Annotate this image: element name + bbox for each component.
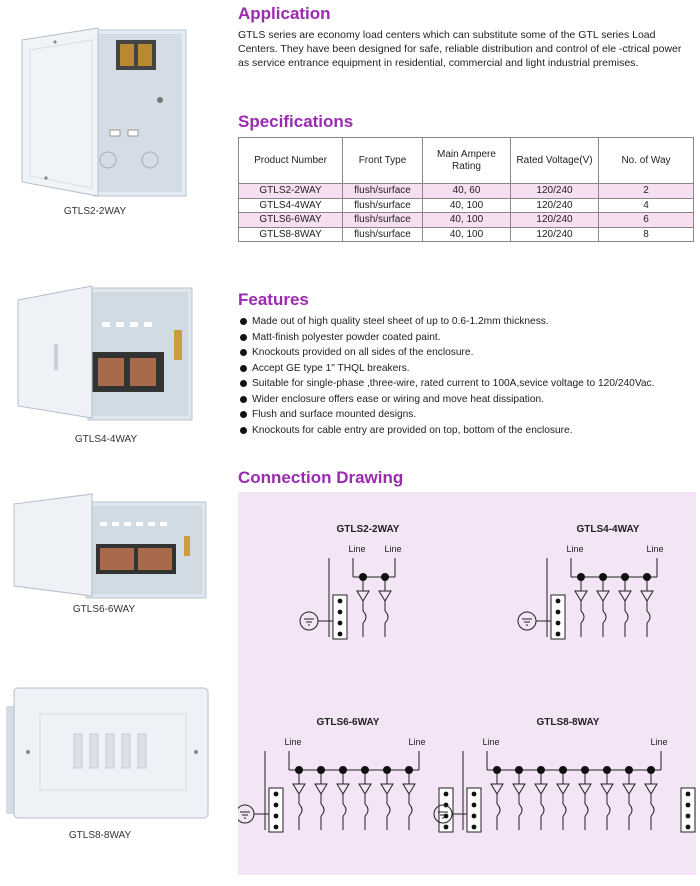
neutral-terminal <box>338 621 343 626</box>
table-cell: 8 <box>599 227 694 242</box>
neutral-terminal <box>338 610 343 615</box>
bus-terminal <box>581 766 589 774</box>
line-label: Line <box>384 544 402 554</box>
breaker-symbol <box>579 784 591 794</box>
feature-item: Flush and surface mounted designs. <box>238 407 696 423</box>
line-label: Line <box>650 737 668 747</box>
table-cell: 120/240 <box>511 184 599 199</box>
product-image-gtls8 <box>0 680 230 850</box>
feature-item: Wider enclosure offers ease or wiring and move heat dissipation. <box>238 392 696 408</box>
product-caption: GTLS6-6WAY <box>72 604 136 615</box>
product-gtls8 <box>0 680 230 860</box>
product-gtls4 <box>0 270 230 450</box>
bus-terminal <box>317 766 325 774</box>
table-header-row <box>239 138 694 184</box>
table-cell: GTLS6-6WAY <box>239 213 343 228</box>
product-gtls2 <box>0 0 230 230</box>
neutral-terminal <box>472 792 477 797</box>
product-gtls6 <box>0 480 230 630</box>
column-header: No. of Way <box>599 138 694 184</box>
feature-item: Matt-finish polyester powder coated paint. <box>238 330 696 346</box>
breaker-symbol <box>293 784 305 794</box>
table-cell: 40, 100 <box>423 213 511 228</box>
breaker-contact <box>607 804 610 816</box>
neutral-terminal <box>556 599 561 604</box>
breaker-symbol <box>357 591 369 601</box>
connection-drawing <box>238 492 696 875</box>
diagram-title: GTLS2-2WAY <box>336 524 400 535</box>
breaker-contact <box>409 804 412 816</box>
table-cell: 40, 100 <box>423 227 511 242</box>
breaker-symbol <box>619 591 631 601</box>
breaker-contact <box>625 611 628 623</box>
breaker-symbol <box>601 784 613 794</box>
bus-terminal <box>359 573 367 581</box>
breaker-symbol <box>641 591 653 601</box>
breaker-contact <box>321 804 324 816</box>
breaker-symbol <box>315 784 327 794</box>
table-row <box>239 184 694 199</box>
breaker-contact <box>343 804 346 816</box>
product-caption: GTLS4-4WAY <box>74 434 138 445</box>
column-header: Main Ampere Rating <box>423 138 511 184</box>
table-cell: GTLS2-2WAY <box>239 184 343 199</box>
table-cell: 40, 100 <box>423 198 511 213</box>
breaker-contact <box>651 804 654 816</box>
breaker-symbol <box>359 784 371 794</box>
bus-terminal <box>515 766 523 774</box>
breaker-contact <box>541 804 544 816</box>
product-image-gtls2 <box>0 0 230 215</box>
neutral-terminal <box>444 825 449 830</box>
neutral-terminal <box>686 803 691 808</box>
ground-symbol <box>238 805 254 823</box>
application-text: GTLS series are economy load centers which can substitute some of the GTL series Load Centers. They have been designed for safe, reliable distribution and control of ele -ctrical power as service entrance equipment in residential, commercial and light industrial premises. <box>238 29 682 69</box>
table-row <box>239 213 694 228</box>
table-cell: 120/240 <box>511 213 599 228</box>
product-caption: GTLS8-8WAY <box>68 830 132 841</box>
breaker-contact <box>603 611 606 623</box>
table-row <box>239 198 694 213</box>
line-label: Line <box>348 544 366 554</box>
diagram-title: GTLS4-4WAY <box>576 524 640 535</box>
neutral-terminal <box>444 792 449 797</box>
diagram-title: GTLS6-6WAY <box>316 717 380 728</box>
breaker-contact <box>519 804 522 816</box>
breaker-symbol <box>491 784 503 794</box>
breaker-contact <box>585 804 588 816</box>
table-cell: 4 <box>599 198 694 213</box>
bus-terminal <box>383 766 391 774</box>
neutral-terminal <box>274 803 279 808</box>
line-label: Line <box>566 544 584 554</box>
neutral-terminal <box>274 825 279 830</box>
breaker-symbol <box>597 591 609 601</box>
feature-item: Made out of high quality steel sheet of up to 0.6-1.2mm thickness. <box>238 314 696 330</box>
bus-terminal <box>625 766 633 774</box>
breaker-contact <box>385 611 388 623</box>
breaker-symbol <box>513 784 525 794</box>
bus-terminal <box>339 766 347 774</box>
bus-terminal <box>295 766 303 774</box>
neutral-terminal <box>686 792 691 797</box>
breaker-contact <box>387 804 390 816</box>
neutral-terminal <box>686 825 691 830</box>
ground-symbol <box>518 612 536 630</box>
bus-terminal <box>647 766 655 774</box>
features-heading: Features <box>238 290 309 309</box>
features-list <box>238 314 696 438</box>
neutral-terminal <box>274 792 279 797</box>
breaker-symbol <box>535 784 547 794</box>
ground-symbol <box>300 612 318 630</box>
feature-item: Knockouts provided on all sides of the enclosure. <box>238 345 696 361</box>
table-cell: flush/surface <box>343 213 423 228</box>
breaker-contact <box>299 804 302 816</box>
table-cell: GTLS4-4WAY <box>239 198 343 213</box>
product-image-gtls4 <box>0 270 230 430</box>
column-header: Product Number <box>239 138 343 184</box>
product-caption: GTLS2-2WAY <box>63 206 127 217</box>
breaker-contact <box>363 611 366 623</box>
column-header: Rated Voltage(V) <box>511 138 599 184</box>
line-label: Line <box>408 737 426 747</box>
table-cell: flush/surface <box>343 227 423 242</box>
neutral-terminal <box>444 814 449 819</box>
breaker-contact <box>581 611 584 623</box>
bus-terminal <box>577 573 585 581</box>
breaker-symbol <box>623 784 635 794</box>
breaker-symbol <box>381 784 393 794</box>
specifications-table <box>238 137 694 242</box>
bus-terminal <box>381 573 389 581</box>
table-cell: 6 <box>599 213 694 228</box>
breaker-symbol <box>403 784 415 794</box>
neutral-terminal <box>556 610 561 615</box>
neutral-terminal <box>472 814 477 819</box>
table-cell: 120/240 <box>511 227 599 242</box>
breaker-symbol <box>575 591 587 601</box>
table-cell: 40, 60 <box>423 184 511 199</box>
line-label: Line <box>482 737 500 747</box>
table-row <box>239 227 694 242</box>
breaker-symbol <box>379 591 391 601</box>
neutral-terminal <box>338 599 343 604</box>
neutral-terminal <box>556 621 561 626</box>
neutral-terminal <box>338 632 343 637</box>
bus-terminal <box>537 766 545 774</box>
breaker-contact <box>647 611 650 623</box>
neutral-terminal <box>274 814 279 819</box>
neutral-terminal <box>686 814 691 819</box>
feature-item: Accept GE type 1" THQL breakers. <box>238 361 696 377</box>
bus-terminal <box>643 573 651 581</box>
breaker-contact <box>497 804 500 816</box>
connection-heading: Connection Drawing <box>238 468 404 487</box>
wiring-diagrams <box>238 492 696 875</box>
neutral-terminal <box>472 825 477 830</box>
column-header: Front Type <box>343 138 423 184</box>
product-image-gtls6 <box>0 480 230 605</box>
breaker-symbol <box>337 784 349 794</box>
neutral-terminal <box>472 803 477 808</box>
breaker-contact <box>629 804 632 816</box>
bus-terminal <box>603 766 611 774</box>
neutral-terminal <box>556 632 561 637</box>
breaker-symbol <box>557 784 569 794</box>
bus-terminal <box>405 766 413 774</box>
bus-terminal <box>361 766 369 774</box>
breaker-symbol <box>645 784 657 794</box>
table-cell: 120/240 <box>511 198 599 213</box>
application-heading: Application <box>238 4 331 23</box>
diagram-title: GTLS8-8WAY <box>536 717 600 728</box>
breaker-contact <box>365 804 368 816</box>
specifications-heading: Specifications <box>238 112 354 131</box>
table-cell: 2 <box>599 184 694 199</box>
bus-terminal <box>621 573 629 581</box>
bus-terminal <box>599 573 607 581</box>
breaker-contact <box>563 804 566 816</box>
feature-item: Suitable for single-phase ,three-wire, rated current to 100A,sevice voltage to 120/240Vac. <box>238 376 696 392</box>
line-label: Line <box>646 544 664 554</box>
line-label: Line <box>284 737 302 747</box>
table-cell: flush/surface <box>343 198 423 213</box>
bus-terminal <box>559 766 567 774</box>
bus-terminal <box>493 766 501 774</box>
table-cell: flush/surface <box>343 184 423 199</box>
table-cell: GTLS8-8WAY <box>239 227 343 242</box>
feature-item: Knockouts for cable entry are provided on top, bottom of the enclosure. <box>238 423 696 439</box>
